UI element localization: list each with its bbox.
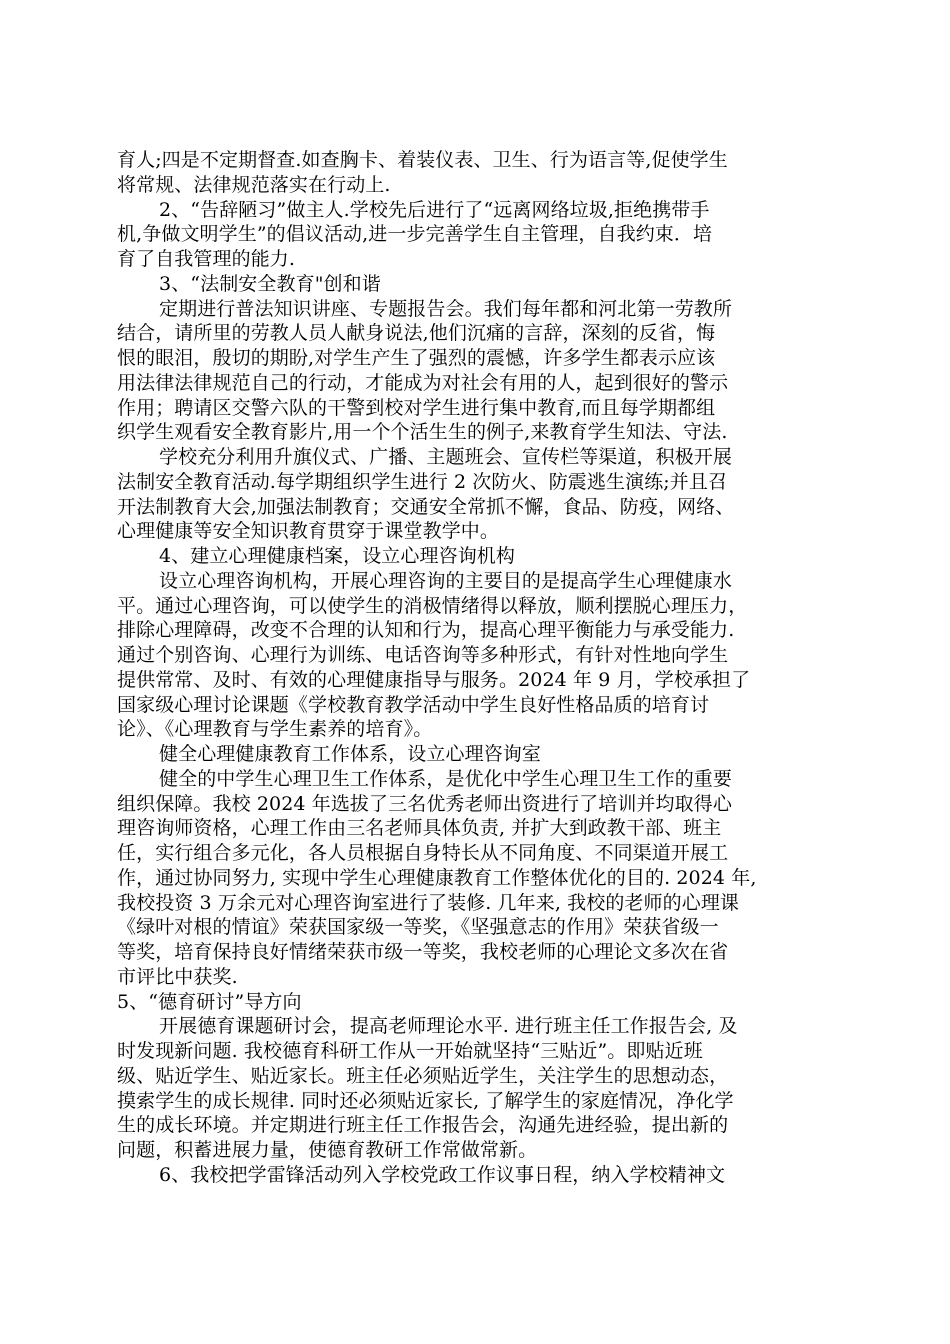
text-line: 《绿叶对根的情谊》荣获国家级一等奖，《坚强意志的作用》荣获省级一: [117, 916, 719, 939]
text-line: 4、建立心理健康档案，设立心理咨询机构: [159, 545, 515, 567]
text-line: 任，实行组合多元化，各人员根据自身特长从不同角度、不同渠道开展工: [117, 842, 729, 864]
text-line: 将常规、法律规范落实在行动上.: [117, 173, 391, 196]
document-body: [117, 148, 852, 1188]
text-line: 市评比中获奖.: [117, 965, 238, 988]
text-line: 时发现新问题. 我校德育科研工作从一开始就坚持“三贴近”。即贴近班: [117, 1040, 703, 1062]
text-line: 健全的中学生心理卫生工作体系，是优化中学生心理卫生工作的重要: [159, 767, 733, 790]
text-line: 学校充分利用升旗仪式、广播、主题班会、宣传栏等渠道，积极开展: [159, 446, 733, 468]
text-line: 用法律法律规范自己的行动，才能成为对社会有用的人，起到很好的警示: [117, 371, 729, 394]
text-line: 理咨询师资格，心理工作由三名老师具体负责, 并扩大到政教干部、班主: [117, 817, 722, 840]
text-line: 2、“告辞陋习”做主人.学校先后进行了“远离网络垃圾,拒绝携带手: [159, 198, 710, 221]
text-line: 3、“法制安全教育"创和谐: [159, 272, 381, 295]
text-line: 恨的眼泪，殷切的期盼,对学生产生了强烈的震憾，许多学生都表示应该: [117, 347, 716, 369]
text-line: 定期进行普法知识讲座、专题报告会。我们每年都和河北第一劳教所: [159, 297, 733, 320]
text-line: 提供常常、及时、有效的心理健康指导与服务。2024 年 9 月，学校承担了: [117, 668, 751, 691]
text-line: 等奖，培育保持良好情绪荣获市级一等奖，我校老师的心理论文多次在省: [117, 941, 729, 963]
text-line: 排除心理障碍，改变不合理的认知和行为，提高心理平衡能力与承受能力.: [117, 619, 735, 642]
text-line: 开展德育课题研讨会，提高老师理论水平. 进行班主任工作报告会, 及: [159, 1015, 738, 1038]
text-line: 健全心理健康教育工作体系，设立心理咨询室: [159, 743, 542, 765]
text-line: 心理健康等安全知识教育贯穿于课堂教学中。: [117, 520, 500, 543]
text-line: 开法制教育大会,加强法制教育；交通安全常抓不懈，食品、防疫，网络、: [117, 495, 735, 518]
text-line: 育人;四是不定期督查.如查胸卡、着装仪表、卫生、行为语言等,促使学生: [117, 149, 728, 171]
text-line: 我校投资 3 万余元对心理咨询室进行了装修. 几年来, 我校的老师的心理课: [117, 891, 740, 914]
text-line: 摸索学生的成长规律. 同时还必须贴近家长, 了解学生的家庭情况，净化学: [117, 1089, 734, 1112]
text-line: 作用；聘请区交警六队的干警到校对学生进行集中教育,而且每学期都组: [117, 396, 716, 419]
text-line: 平。通过心理咨询，可以使学生的消极情绪得以释放，顺利摆脱心理压力，: [117, 594, 748, 617]
text-line: 育了自我管理的能力.: [117, 248, 296, 270]
text-line: 论》、《心理教育与学生素养的培育》。: [117, 718, 433, 741]
text-line: 结合，请所里的劳教人员人献身说法,他们沉痛的言辞，深刻的反省，悔: [117, 322, 716, 345]
text-line: 织学生观看安全教育影片,用一个个活生生的例子,来教育学生知法、守法.: [117, 421, 728, 444]
text-line: 5、“德育研讨”导方向: [117, 990, 302, 1013]
text-line: 组织保障。我校 2024 年选拔了三名优秀老师出资进行了培训并均取得心: [117, 792, 732, 815]
text-line: 生的成长环境。并定期进行班主任工作报告会，沟通先进经验，提出新的: [117, 1114, 729, 1137]
text-line: 法制安全教育活动.每学期组织学生进行 2 次防火、防震逃生演练;并且召: [117, 470, 728, 493]
text-line: 作，通过协同努力, 实现中学生心理健康教育工作整体优化的目的. 2024 年,: [117, 866, 757, 889]
text-line: 设立心理咨询机构，开展心理咨询的主要目的是提高学生心理健康水: [159, 569, 733, 592]
text-line: 问题，积蓄进展力量，使德育教研工作常做常新。: [117, 1139, 538, 1161]
text-line: 6、我校把学雷锋活动列入学校党政工作议事日程，纳入学校精神文: [159, 1163, 726, 1186]
text-line: 机,争做文明学生”的倡议活动,进一步完善学生自主管理，自我约束．培: [117, 223, 713, 246]
text-line: 国家级心理讨论课题《学校教育教学活动中学生良好性格品质的培育讨: [117, 693, 710, 716]
text-line: 通过个别咨询、心理行为训练、电话咨询等多种形式，有针对性地向学生: [117, 644, 729, 666]
text-line: 级、贴近学生、贴近家长。班主任必须贴近学生，关注学生的思想动态，: [117, 1064, 729, 1087]
